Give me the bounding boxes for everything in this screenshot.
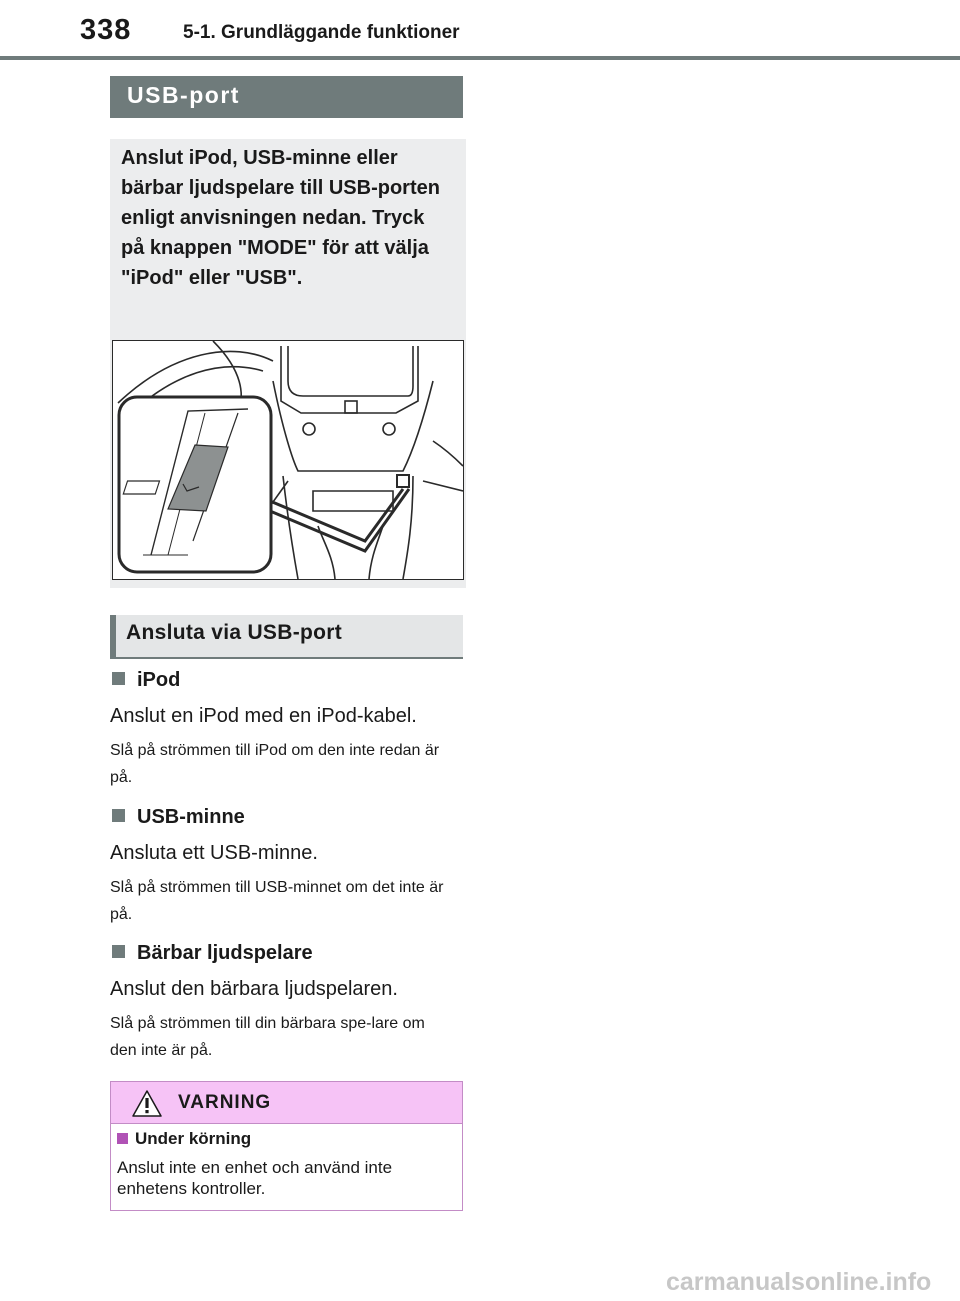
watermark: carmanualsonline.info	[666, 1268, 932, 1296]
usb-memory-section	[110, 803, 465, 928]
warning-text: Anslut inte en enhet och använd inte enhetens kontroller.	[117, 1158, 393, 1198]
usb-memory-note: Slå på strömmen till USB-minnet om det inte är på.	[110, 879, 444, 923]
section-title: 5-1. Grundläggande funktioner	[183, 22, 460, 43]
usb-port-heading	[110, 76, 463, 118]
ipod-heading: iPod	[110, 666, 465, 694]
warning-box	[110, 1081, 463, 1211]
warning-header	[111, 1082, 462, 1124]
usb-port-title: USB-port	[127, 82, 240, 108]
warning-subheading: Under körning	[117, 1129, 251, 1149]
square-bullet-icon	[112, 672, 125, 685]
portable-player-heading: Bärbar ljudspelare	[110, 939, 465, 967]
warning-title: VARNING	[178, 1092, 272, 1113]
usb-memory-heading: USB-minne	[110, 803, 465, 831]
square-bullet-icon	[112, 945, 125, 958]
heading-accent-bar	[110, 615, 116, 659]
portable-player-note: Slå på strömmen till din bärbara spe-lare om den inte är på.	[110, 1015, 425, 1059]
square-bullet-icon	[117, 1133, 128, 1144]
ipod-instruction: Anslut en iPod med en iPod-kabel.	[110, 705, 417, 727]
connect-title: Ansluta via USB-port	[126, 621, 343, 644]
usb-port-illustration	[112, 340, 464, 580]
connect-heading	[110, 615, 463, 659]
warning-triangle-icon	[132, 1090, 162, 1117]
square-bullet-icon	[112, 809, 125, 822]
page-number: 338	[80, 14, 132, 46]
ipod-section	[110, 666, 465, 791]
portable-player-instruction: Anslut den bärbara ljudspelaren.	[110, 978, 398, 1000]
intro-text: Anslut iPod, USB-minne eller bärbar ljudspelare till USB-porten enligt anvisningen nedan. Tryck på knappen "MODE" för att välja "iPod" eller "USB".	[121, 147, 440, 289]
usb-port-location-marker	[397, 475, 409, 487]
header-divider	[0, 56, 960, 60]
usb-memory-instruction: Ansluta ett USB-minne.	[110, 842, 318, 864]
ipod-note: Slå på strömmen till iPod om den inte redan är på.	[110, 742, 440, 786]
portable-player-section	[110, 939, 465, 1064]
display-screen	[288, 346, 413, 396]
